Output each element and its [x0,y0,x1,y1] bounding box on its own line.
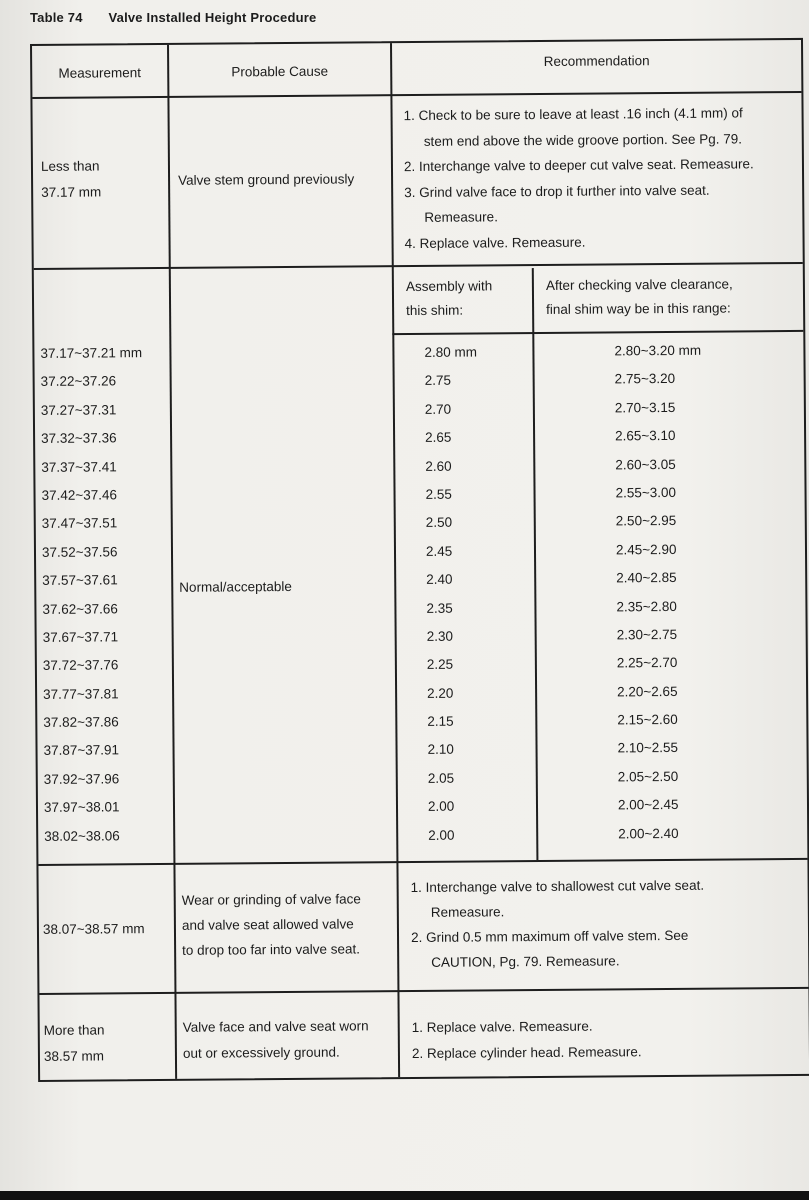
row4-cause: Valve face and valve seat worn out or excessively ground. [182,1018,369,1061]
table-title: Valve Installed Height Procedure [108,10,317,25]
row3-recommendations: 1. Interchange valve to shallowest cut valve seat. Remeasure. 2. Grind 0.5 mm maximum off valve stem. See CAUTION, Pg. 79. Remeasure. [410,877,705,970]
row2-measurements: 37.17~37.21 mm 37.22~37.26 37.27~37.31 37.32~37.36 37.37~37.41 37.42~37.46 37.47~37.51 37.52~37.56 37.57~37.61 37.62~37.66 37.67~37.71 37.72~37.76 37.77~37.81 37.82~37.86 37.87~37.91 37.92~37.96 37.97~38.01 38.02~38.06 [40,345,143,844]
header-recommendation: Recommendation [543,53,650,69]
row1-measurement: Less than 37.17 mm [40,158,102,200]
subheader-shim: Assembly with this shim: [405,278,493,319]
table-number: Table 74 [30,10,83,25]
row3-measurement: 38.07~38.57 mm [42,921,145,937]
header-measurement: Measurement [58,65,142,81]
row4-measurement: More than 38.57 mm [43,1022,105,1064]
row2-shims: 2.80 mm 2.75 2.70 2.65 2.60 2.55 2.50 2.45 2.40 2.35 2.30 2.25 2.20 2.15 2.10 2.05 2.00 2.00 [424,344,478,843]
row2-ranges: 2.80~3.20 mm 2.75~3.20 2.70~3.15 2.65~3.10 2.60~3.05 2.55~3.00 2.50~2.95 2.45~2.90 2.40~2.85 2.35~2.80 2.30~2.75 2.25~2.70 2.20~2.65 2.15~2.60 2.10~2.55 2.05~2.50 2.00~2.45 2.00~2.40 [614,342,702,842]
divider-header [32,91,801,99]
row2-cause: Normal/acceptable [179,578,292,595]
divider-measurement-cause [167,45,177,1079]
divider-subheader [392,330,803,335]
divider-row1 [34,262,803,270]
valve-height-table [30,38,809,1082]
divider-shim-range [532,268,539,860]
subheader-range: After checking valve clearance, final shim way be in this range: [545,276,733,317]
row3-cause: Wear or grinding of valve face and valve seat allowed valve to drop too far into valve seat. [181,891,361,958]
divider-row3 [39,987,808,995]
divider-row2 [38,858,807,866]
divider-cause-recommendation [390,43,400,1077]
row1-recommendations: 1. Check to be sure to leave at least .16 inch (4.1 mm) of stem end above the wide groove portion. See Pg. 79. 2. Interchange valve to deeper cut valve seat. Remeasure. 3. Grind valve face to drop it further into valve seat. Remeasure. 4. Replace valve. Remeasure. [403,105,754,251]
header-probable-cause: Probable Cause [231,63,329,80]
row4-recommendations: 1. Replace valve. Remeasure. 2. Replace cylinder head. Remeasure. [411,1018,642,1062]
bottom-edge [0,1191,809,1200]
row1-cause: Valve stem ground previously [178,171,355,188]
table-caption [30,10,316,25]
